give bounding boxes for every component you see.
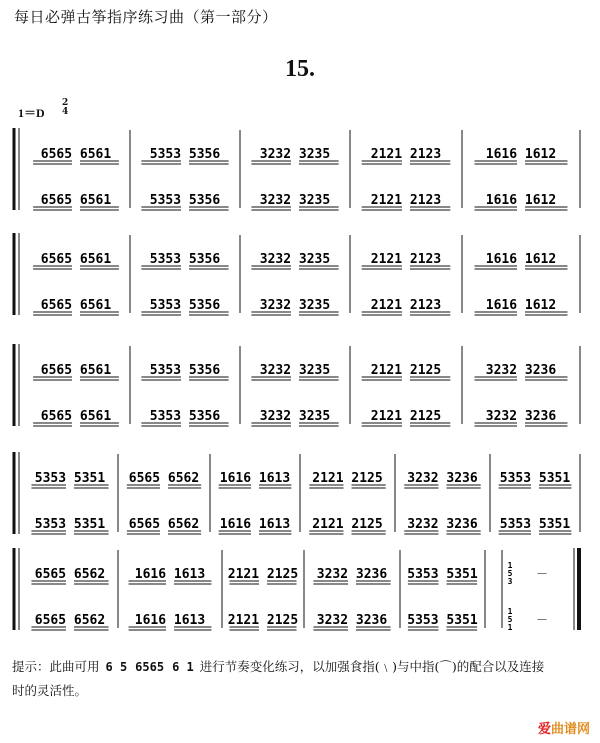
- chord-note: 5: [507, 569, 513, 578]
- measure-notes: 3232 3236: [316, 567, 388, 582]
- measure-notes: 2121 2125: [370, 409, 442, 424]
- measure-notes: 5353 5351: [34, 517, 106, 532]
- measure-notes: 1616 1613: [134, 567, 206, 582]
- measure-notes: 3232 3236: [485, 409, 557, 424]
- measure-notes: 6565 6561: [40, 252, 112, 267]
- watermark-logo: [538, 718, 590, 737]
- measure-notes: 2121 2123: [370, 193, 442, 208]
- measure-notes: 1616 1613: [134, 613, 206, 628]
- measure-notes: 2121 2125: [227, 567, 299, 582]
- measure-notes: 3232 3236: [407, 471, 478, 486]
- measure-notes: 5353 5356: [149, 298, 221, 313]
- measure-notes: 5353 5351: [499, 471, 571, 486]
- rhythm-example-2: 6565: [135, 660, 165, 674]
- measure-notes: 2121 2123: [370, 298, 442, 313]
- measure-notes: 3232 3235: [259, 193, 331, 208]
- rhythm-example-3: 6 1: [172, 660, 194, 674]
- measure-notes: 5353 5356: [149, 147, 221, 162]
- measure-notes: 1616 1613: [219, 517, 291, 532]
- page-header: 每日必弹古筝指序练习曲（第一部分）: [14, 8, 278, 26]
- key-signature: 1＝D: [18, 106, 45, 120]
- measure-notes: 2121 2125: [312, 517, 383, 532]
- measure-notes: 2121 2125: [227, 613, 299, 628]
- measure-notes: 1616 1612: [485, 298, 557, 313]
- chord-note: 1: [507, 623, 513, 632]
- chord-note: 1: [507, 607, 513, 616]
- measure-notes: 6565 6562: [128, 471, 200, 486]
- note-prefix: 提示：此曲可用: [12, 659, 100, 674]
- measure-notes: 6565 6562: [34, 613, 106, 628]
- measure-notes: 6565 6561: [40, 193, 112, 208]
- measure-notes: 6565 6561: [40, 147, 112, 162]
- measure-notes: 1616 1613: [219, 471, 291, 486]
- measure-notes: 3232 3235: [259, 298, 331, 313]
- measure-notes: 2121 2123: [370, 252, 442, 267]
- measure-notes: 3232 3236: [407, 517, 478, 532]
- measure-notes: 3232 3236: [485, 363, 557, 378]
- measure-notes: 2121 2125: [312, 471, 383, 486]
- measure-notes: 3232 3235: [259, 147, 331, 162]
- measure-notes: 5353 5351: [34, 471, 106, 486]
- rhythm-example-1: 6 5: [105, 660, 128, 674]
- measure-notes: 5353 5356: [149, 363, 221, 378]
- chord-note: 1: [507, 561, 513, 570]
- footer-note: [12, 655, 592, 703]
- measure-notes: 3232 3235: [259, 252, 331, 267]
- measure-notes: 5353 5351: [407, 613, 478, 628]
- chord-note: 5: [507, 615, 513, 624]
- rest-dash: －: [535, 613, 549, 627]
- measure-notes: 6565 6561: [40, 298, 112, 313]
- chord-note: 3: [507, 577, 513, 586]
- measure-notes: 3232 3235: [259, 363, 331, 378]
- measure-notes: 5353 5356: [149, 193, 221, 208]
- measure-notes: 5353 5351: [499, 517, 571, 532]
- measure-notes: 3232 3235: [259, 409, 331, 424]
- measure-notes: 5353 5356: [149, 252, 221, 267]
- measure-notes: 1616 1612: [485, 147, 557, 162]
- time-top: 2: [62, 98, 69, 108]
- watermark-prefix: 爱: [537, 722, 551, 737]
- measure-notes: 6565 6562: [128, 517, 200, 532]
- piece-number: 15.: [285, 56, 315, 82]
- measure-notes: 1616 1612: [485, 193, 557, 208]
- note-mid: 进行节奏变化练习，以加强食指(﹨)与中指(⌒)的配合以及连接: [199, 659, 545, 674]
- measure-notes: 6565 6561: [40, 409, 112, 424]
- measure-notes: 1616 1612: [485, 252, 557, 267]
- watermark-text: 曲谱网: [550, 722, 590, 737]
- measure-notes: 2121 2125: [370, 363, 442, 378]
- note-end: 时的灵活性。: [12, 683, 88, 698]
- measure-notes: 2121 2123: [370, 147, 442, 162]
- measure-notes: 5353 5356: [149, 409, 221, 424]
- measure-notes: 6565 6562: [34, 567, 106, 582]
- rest-dash: －: [535, 567, 549, 581]
- measure-notes: 5353 5351: [407, 567, 478, 582]
- measure-notes: 3232 3236: [316, 613, 388, 628]
- measure-notes: 6565 6561: [40, 363, 112, 378]
- time-bottom: 4: [62, 107, 69, 117]
